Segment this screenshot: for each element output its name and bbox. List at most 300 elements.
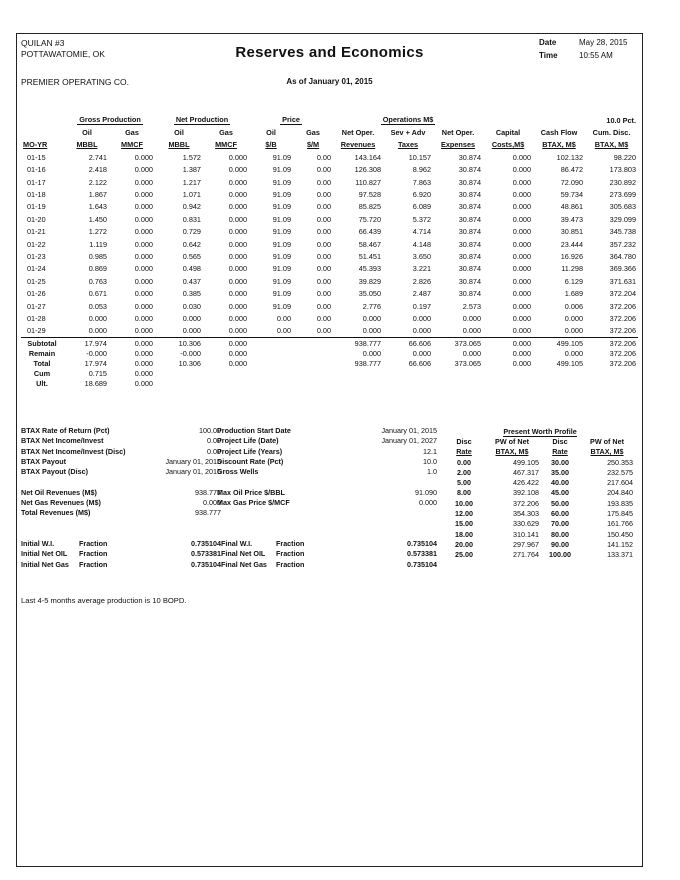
group-spacer: [21, 114, 65, 126]
row-value: 1.867: [88, 190, 107, 200]
summary-value: 18.689: [84, 378, 107, 388]
kv-value: 0.000: [203, 498, 221, 508]
summary-value: 372.206: [609, 348, 637, 358]
column-header: Gas: [306, 128, 320, 138]
pw-row: [445, 550, 635, 560]
row-value: 1.572: [182, 152, 201, 162]
pw-value: 232.575: [607, 467, 634, 477]
pw-value: 204.840: [607, 488, 634, 498]
summary-value: [333, 378, 383, 388]
row-value: 0.000: [512, 326, 532, 336]
kv-row: [21, 498, 221, 508]
row-value: 30.874: [458, 276, 482, 286]
production-footnote: Last 4-5 months average production is 10 BOPD.: [21, 596, 187, 605]
row-value: 0.000: [134, 289, 153, 299]
row-value: 364.780: [609, 251, 637, 261]
row-value: 30.874: [458, 251, 482, 261]
pw-value: 354.303: [513, 509, 539, 519]
kv-value: 0.00: [207, 446, 221, 456]
row-value: 0.000: [512, 152, 532, 162]
pw-rate: 20.00: [455, 539, 473, 549]
kv-label: BTAX Payout: [21, 456, 66, 466]
kv-row: [21, 436, 221, 446]
row-value: 0.000: [228, 165, 248, 175]
column-header: Gas: [125, 128, 139, 138]
summary-value: [383, 378, 433, 388]
summary-value: 66.606: [408, 358, 432, 368]
row-value: 86.472: [560, 165, 584, 175]
row-value: 2.418: [88, 165, 107, 175]
table-row: [21, 226, 638, 238]
table-row: [21, 176, 638, 188]
kv-value: 0.00: [207, 436, 221, 446]
summary-value: [293, 358, 333, 368]
row-period: 01-27: [27, 301, 46, 311]
row-value: 10.157: [408, 152, 432, 162]
row-value: 0.197: [412, 301, 432, 311]
kv-value: January 01, 2015: [165, 467, 221, 477]
row-value: 0.437: [182, 276, 201, 286]
row-value: 0.000: [512, 190, 532, 200]
row-period: 01-25: [27, 276, 46, 286]
kv-label: [21, 477, 131, 487]
kv-label: Max Gas Price $/MCF: [217, 498, 290, 508]
summary-value: 373.065: [433, 338, 483, 349]
row-value: 0.00: [316, 227, 332, 237]
row-value: 1.387: [182, 165, 201, 175]
column-header: Sev + Adv: [390, 128, 426, 138]
summary-value: 372.206: [585, 338, 638, 349]
row-value: 0.000: [512, 251, 532, 261]
kv-label: Project Life (Date): [217, 436, 279, 446]
summary-label: Ult.: [36, 378, 48, 388]
row-value: 91.09: [272, 289, 292, 299]
kv-row: [21, 467, 221, 477]
fraction-label: Initial W.I.: [21, 539, 55, 548]
kv-value: 1.0: [427, 467, 437, 477]
row-value: 0.869: [88, 264, 107, 274]
group-label-net: Net Production: [175, 115, 229, 125]
summary-value: [293, 368, 333, 378]
row-value: 30.874: [458, 289, 482, 299]
row-value: 329.099: [609, 214, 637, 224]
row-value: 0.000: [228, 202, 248, 212]
row-value: 30.874: [458, 165, 482, 175]
pw-value: 467.317: [513, 467, 539, 477]
summary-value: 0.000: [134, 358, 153, 368]
table-row: [21, 151, 638, 163]
pw-value: 250.353: [607, 457, 634, 467]
summary-label: Cum: [33, 368, 51, 378]
row-value: 2.487: [412, 289, 432, 299]
column-header: [21, 126, 65, 138]
kv-label: [217, 477, 337, 487]
date-value: May 28, 2015: [579, 38, 628, 47]
row-period: 01-26: [27, 289, 46, 299]
kv-value: 938.777: [195, 487, 221, 497]
table-row: [21, 300, 638, 312]
summary-value: 0.000: [134, 368, 153, 378]
row-value: 0.000: [134, 165, 153, 175]
row-value: 126.308: [354, 165, 382, 175]
group-ops: [333, 114, 483, 126]
row-value: 45.393: [358, 264, 382, 274]
row-value: 35.050: [358, 289, 382, 299]
row-value: 30.874: [458, 177, 482, 187]
pw-rate: 90.00: [551, 539, 569, 549]
row-value: 102.132: [556, 152, 584, 162]
row-period: 01-23: [27, 251, 46, 261]
column-header: Oil: [174, 128, 184, 138]
row-value: 1.689: [564, 289, 584, 299]
row-value: 2.741: [88, 152, 107, 162]
summary-value: [293, 348, 333, 358]
group-label-price: Price: [282, 115, 300, 125]
pw-row: [445, 488, 635, 498]
report-page: [16, 33, 643, 867]
summary-value: [533, 368, 585, 378]
row-value: 0.006: [564, 301, 584, 311]
summary-value: [249, 348, 293, 358]
row-value: 30.874: [458, 214, 482, 224]
pw-value: 161.766: [607, 519, 634, 529]
row-value: 39.829: [358, 276, 382, 286]
pw-title-text: Present Worth Profile: [503, 426, 577, 436]
row-value: 0.000: [512, 177, 532, 187]
kv-value: 938.777: [195, 508, 221, 518]
row-value: 0.000: [134, 326, 153, 336]
summary-value: 0.000: [228, 348, 248, 358]
row-value: 8.962: [412, 165, 432, 175]
row-value: 0.000: [512, 301, 532, 311]
group-price: [249, 114, 333, 126]
summary-value: 938.777: [333, 338, 383, 349]
group-pct: 10.0 Pct.: [606, 115, 637, 125]
kv-row: [217, 447, 437, 457]
row-period: 01-21: [27, 227, 46, 237]
fraction-label: Fraction: [276, 549, 305, 559]
kv-value: 91.090: [415, 487, 437, 497]
summary-value: [249, 358, 293, 368]
column-header: Costs,M$: [491, 140, 525, 150]
pw-rate: 10.00: [455, 498, 473, 508]
pw-row: [445, 539, 635, 549]
row-value: 0.00: [316, 301, 332, 311]
fraction-label: Final Net OIL: [221, 549, 266, 559]
row-value: 0.00: [316, 190, 332, 200]
summary-value: 0.000: [512, 348, 532, 358]
kv-row: [21, 426, 221, 436]
row-value: 372.204: [609, 289, 637, 299]
kv-label: Total Revenues (M$): [21, 508, 91, 518]
row-value: 30.874: [458, 202, 482, 212]
table-row: [21, 275, 638, 287]
group-label-gross: Gross Production: [79, 115, 141, 125]
pw-rate: 30.00: [551, 457, 569, 467]
summary-value: 0.000: [109, 338, 155, 349]
row-value: 0.000: [228, 152, 248, 162]
row-value: 30.851: [560, 227, 584, 237]
row-value: 0.000: [362, 326, 382, 336]
row-value: 0.000: [228, 190, 248, 200]
row-value: 0.000: [134, 214, 153, 224]
kv-row: [217, 467, 437, 477]
row-value: 0.00: [316, 276, 332, 286]
row-period: 01-18: [27, 190, 46, 200]
pw-rate: 12.00: [455, 509, 473, 519]
fraction-value: 0.735104: [407, 559, 437, 569]
summary-value: [249, 338, 293, 349]
county-state: POTTAWATOMIE, OK: [21, 49, 105, 59]
row-value: 0.498: [182, 264, 201, 274]
summary-value: [293, 378, 333, 388]
summary-value: 10.306: [155, 338, 203, 349]
pw-row: [445, 508, 635, 518]
pw-header: Disc: [456, 436, 472, 446]
row-value: 66.439: [358, 227, 382, 237]
pw-row: [445, 498, 635, 508]
summary-label: Subtotal: [21, 338, 65, 349]
summary-value: [249, 378, 293, 388]
row-value: 0.000: [512, 264, 532, 274]
summary-value: [533, 378, 585, 388]
fraction-label: Fraction: [79, 539, 108, 548]
row-value: 4.714: [412, 227, 432, 237]
table-row: [21, 287, 638, 299]
pw-value: 392.108: [513, 488, 539, 498]
row-value: 2.826: [412, 276, 432, 286]
summary-row: [21, 368, 638, 378]
pw-header-row: [445, 447, 635, 457]
present-worth-table: [445, 426, 635, 560]
table-row: [21, 238, 638, 250]
row-value: 91.09: [272, 264, 292, 274]
pw-header: Rate: [552, 447, 568, 457]
row-value: 369.366: [609, 264, 637, 274]
summary-value: [433, 368, 483, 378]
row-value: 91.09: [272, 152, 292, 162]
fraction-label: Fraction: [276, 539, 305, 548]
row-value: 11.298: [561, 264, 584, 274]
summary-value: 0.000: [483, 338, 533, 349]
pw-header: PW of Net: [590, 436, 624, 446]
row-value: 30.874: [458, 152, 482, 162]
row-value: 305.683: [609, 202, 637, 212]
summary-value: 17.974: [84, 358, 107, 368]
pw-rate: 80.00: [551, 529, 569, 539]
pw-row: [445, 529, 635, 539]
pw-row: [445, 519, 635, 529]
summary-value: 373.065: [454, 358, 482, 368]
economics-middle-block: [217, 426, 437, 508]
row-value: 0.000: [462, 326, 482, 336]
summary-value: [203, 378, 249, 388]
pw-rate: 45.00: [551, 488, 569, 498]
kv-row: [217, 457, 437, 467]
kv-row: [217, 477, 437, 487]
summary-value: 372.206: [609, 358, 637, 368]
row-value: 0.671: [88, 289, 107, 299]
row-value: 91.09: [272, 251, 292, 261]
row-period: 01-17: [27, 177, 46, 187]
fraction-value: 0.573381: [191, 549, 221, 559]
pw-header: Rate: [456, 447, 472, 457]
row-value: 58.467: [358, 239, 382, 249]
row-value: 30.874: [458, 239, 482, 249]
pw-title-row: [445, 426, 635, 436]
row-value: 91.09: [272, 301, 292, 311]
fraction-row: [21, 560, 441, 570]
pw-header: Disc: [552, 436, 568, 446]
kv-value: January 01, 2015: [381, 426, 437, 435]
row-value: 0.000: [512, 289, 532, 299]
row-value: 110.827: [355, 177, 382, 187]
pw-value: 175.845: [607, 509, 634, 519]
row-value: 0.942: [182, 202, 201, 212]
summary-label: Remain: [28, 348, 56, 358]
pw-value: 150.450: [607, 529, 634, 539]
row-value: 230.892: [609, 177, 637, 187]
row-period: 01-15: [27, 152, 46, 162]
row-value: 0.00: [316, 165, 332, 175]
row-value: 0.00: [316, 152, 332, 162]
row-value: 91.09: [272, 276, 292, 286]
summary-row: [21, 358, 638, 368]
row-value: 97.528: [358, 190, 382, 200]
fraction-row: [21, 539, 441, 549]
economics-left-block: [21, 426, 221, 519]
fraction-label: Fraction: [276, 559, 305, 569]
pw-row: [445, 457, 635, 467]
row-value: 0.000: [512, 227, 532, 237]
column-header: BTAX, M$: [594, 140, 629, 150]
summary-value: [155, 378, 203, 388]
row-value: 1.643: [88, 202, 107, 212]
row-value: 2.573: [462, 301, 482, 311]
row-value: 0.763: [88, 276, 107, 286]
pw-rate: 40.00: [551, 478, 569, 488]
row-value: 0.00: [316, 239, 332, 249]
summary-value: 0.000: [564, 348, 584, 358]
summary-row: [21, 378, 638, 388]
column-header: MMCF: [121, 140, 143, 150]
row-value: 0.00: [316, 202, 332, 212]
row-value: 0.00: [276, 326, 292, 336]
pw-row: [445, 477, 635, 487]
row-value: 0.000: [228, 301, 248, 311]
row-value: 0.000: [182, 326, 201, 336]
summary-value: 499.105: [533, 338, 585, 349]
report-title: Reserves and Economics: [235, 44, 424, 61]
column-header: MMCF: [215, 140, 237, 150]
row-value: 0.000: [88, 326, 107, 336]
row-value: 91.09: [272, 227, 292, 237]
summary-value: 0.000: [362, 348, 382, 358]
pw-value: 330.629: [513, 519, 539, 529]
row-value: 3.221: [412, 264, 432, 274]
column-header: Cum. Disc.: [592, 128, 631, 138]
row-value: 51.451: [358, 251, 382, 261]
fraction-label: Final Net Gas: [221, 559, 267, 569]
kv-label: Max Oil Price $/BBL: [217, 487, 285, 497]
pw-title: [445, 426, 635, 436]
row-value: 1.217: [182, 177, 201, 187]
kv-value: 0.000: [419, 498, 437, 508]
row-value: 0.000: [512, 276, 532, 286]
kv-label: Net Gas Revenues (M$): [21, 498, 101, 508]
row-value: 0.000: [228, 326, 248, 336]
pw-value: 426.422: [513, 478, 539, 488]
row-value: 0.000: [88, 313, 107, 323]
pw-value: 141.152: [607, 539, 634, 549]
row-value: 0.00: [316, 264, 332, 274]
pw-header: PW of Net: [495, 436, 529, 446]
fraction-value: 0.735104: [407, 539, 437, 548]
row-period: 01-20: [27, 214, 46, 224]
summary-value: 10.306: [178, 358, 201, 368]
kv-value: 12.1: [423, 446, 437, 456]
column-header: Taxes: [397, 140, 419, 150]
row-value: 0.000: [228, 251, 248, 261]
summary-value: -0.000: [86, 348, 107, 358]
row-value: 0.000: [228, 239, 248, 249]
kv-label: Discount Rate (Pct): [217, 456, 284, 466]
row-value: 0.565: [182, 251, 201, 261]
fraction-label: Final W.I.: [221, 539, 253, 548]
row-value: 0.000: [134, 313, 153, 323]
summary-value: 938.777: [354, 358, 382, 368]
summary-value: [333, 368, 383, 378]
summary-value: [383, 368, 433, 378]
column-header: Cash Flow: [540, 128, 578, 138]
pw-value: 372.206: [513, 498, 539, 508]
pw-value: 193.835: [607, 498, 634, 508]
row-value: 0.00: [316, 214, 332, 224]
row-period: 01-28: [27, 313, 46, 323]
well-name: QUILAN #3: [21, 38, 65, 48]
kv-value: January 01, 2015: [165, 456, 221, 466]
row-value: 98.220: [613, 152, 637, 162]
kv-label: BTAX Rate of Return (Pct): [21, 426, 110, 435]
kv-value: January 01, 2027: [381, 436, 437, 446]
production-table: [21, 114, 638, 388]
row-value: 2.122: [88, 177, 107, 187]
row-value: 23.444: [560, 239, 584, 249]
column-header: Revenues: [340, 140, 376, 150]
summary-row: [21, 338, 638, 349]
group-header-row: [21, 114, 638, 126]
table-row: [21, 263, 638, 275]
pw-rate: 50.00: [551, 498, 569, 508]
kv-row: [21, 508, 221, 518]
row-value: 0.030: [182, 301, 201, 311]
summary-value: [433, 378, 483, 388]
pw-rate: 100.00: [549, 550, 571, 560]
row-value: 0.000: [412, 313, 432, 323]
row-value: 0.000: [512, 214, 532, 224]
row-value: 345.738: [609, 227, 637, 237]
row-value: 0.053: [88, 301, 107, 311]
row-value: 0.729: [182, 227, 201, 237]
row-value: 0.000: [564, 313, 584, 323]
row-value: 48.861: [560, 202, 584, 212]
summary-value: 0.000: [412, 348, 432, 358]
table-row: [21, 250, 638, 262]
row-value: 0.000: [512, 239, 532, 249]
summary-value: 0.000: [134, 378, 153, 388]
row-period: 01-16: [27, 165, 46, 175]
row-value: 0.000: [228, 177, 248, 187]
